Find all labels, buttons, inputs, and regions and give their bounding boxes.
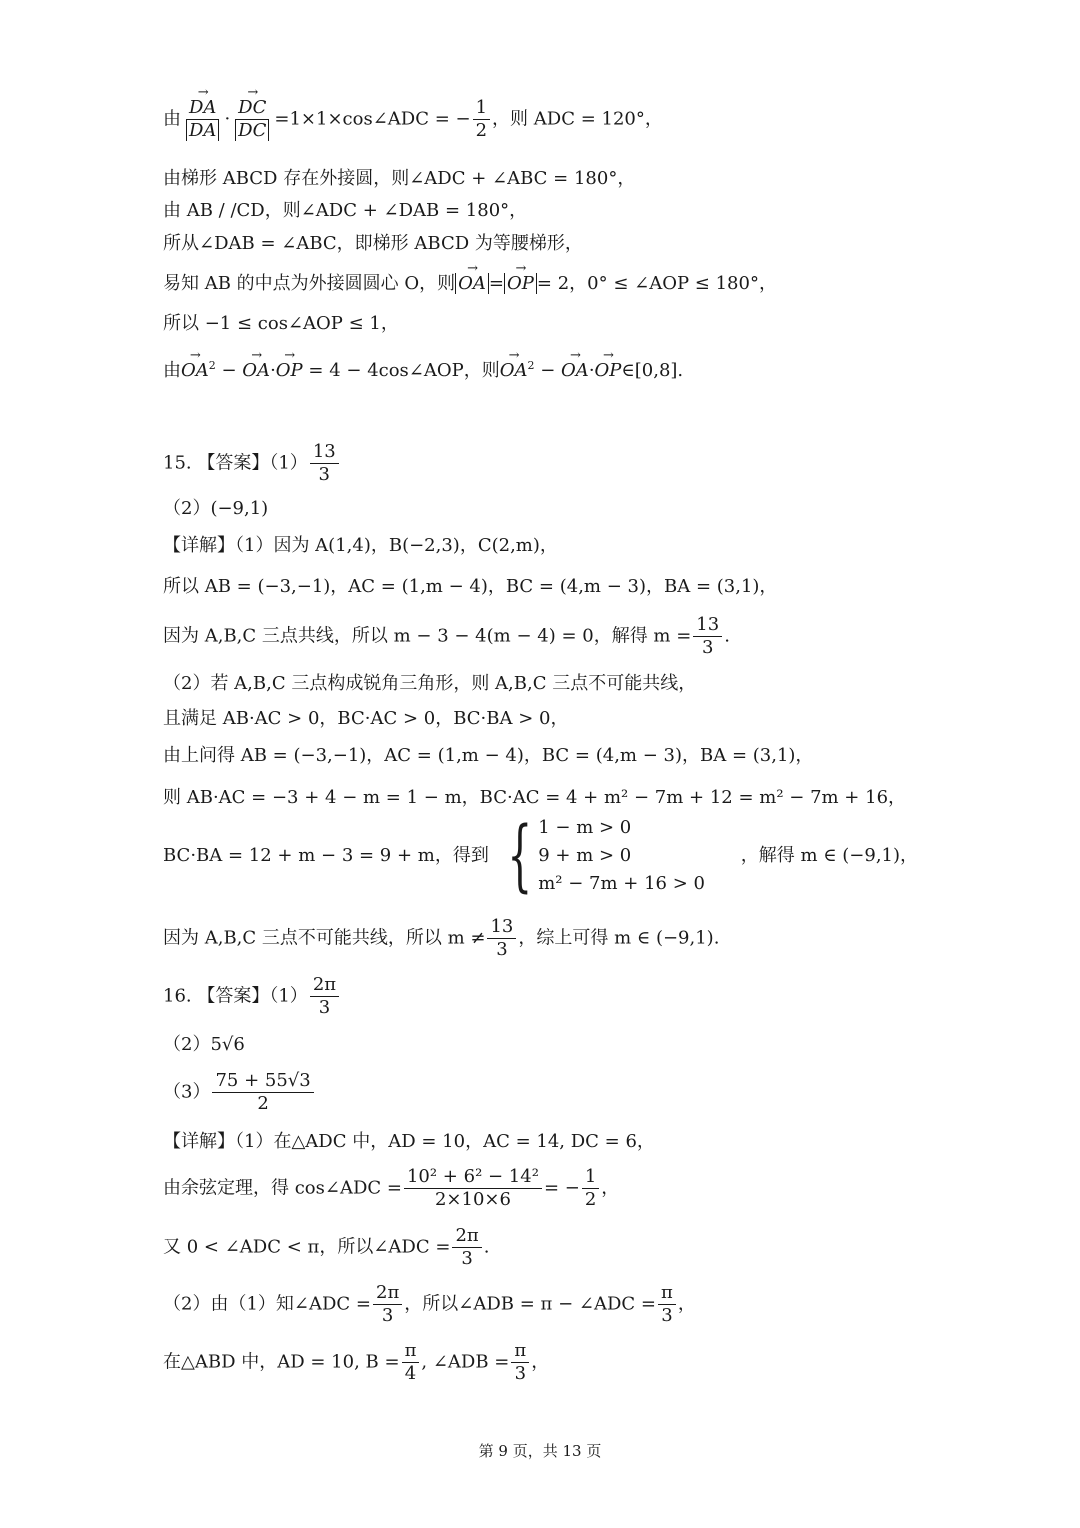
q15-detail-4: （2）若 A,B,C 三点构成锐角三角形，则 A,B,C 三点不可能共线， <box>163 673 697 694</box>
line-7: 由→ $OA^2$ − → OA·→ OP = 4 − 4cos∠AOP，则→ $OA^2$ − → OA·→ OP∈[0,8]. <box>163 354 683 383</box>
line-6: 所以 −1 ≤ cos∠AOP ≤ 1， <box>163 313 399 334</box>
fraction-da: → $\frac{DA}{DA}$ <box>183 97 222 142</box>
q16-detail-4: （2）由（1）知∠ADC = $\frac{2\pi}{3}$ ，所以∠ADB = π − ∠ADC = $\frac{\pi}{3}$ ， <box>163 1282 696 1326</box>
line-2: 由梯形 ABCD 存在外接圆，则∠ADC + ∠ABC = 180°， <box>163 168 636 189</box>
line-3: 由 AB / /CD，则∠ADC + ∠DAB = 180°， <box>163 200 528 221</box>
page-footer: 第 9 页，共 13 页 <box>478 1442 602 1460</box>
q15-detail-8: BC·BA = 12 + m − 3 = 9 + m，得到 { 1 − m > 0 9 + m > 0 m² − 7m + 16 > 0 ，解得 m ∈ (−9,1)， <box>163 811 919 901</box>
q15-detail-5: 且满足 AB·AC > 0，BC·AC > 0，BC·BA > 0， <box>163 708 569 729</box>
q16-answer-2: （2）5√6 <box>163 1034 245 1055</box>
q16-detail-5: 在△ABD 中，AD = 10, B = $\frac{\pi}{4}$ , ∠ADB = $\frac{\pi}{3}$ ， <box>163 1340 550 1384</box>
q16-answer-3: （3） $\frac{75 + 55√3}{2}$ <box>163 1070 316 1115</box>
q16-detail-2: 由余弦定理，得 cos∠ADC = $\frac{\text{10² + 6² − 14²}}{2\times 10\times 6}$ = − $\frac{1}{2}$ ， <box>163 1166 620 1210</box>
fraction-half: $\frac{1}{2}$ <box>473 97 490 142</box>
q16-detail-3: 又 0 < ∠ADC < π，所以∠ADC = $\frac{2\pi}{3}$ . <box>163 1225 490 1269</box>
q15-detail-7: 则 AB·AC = −3 + 4 − m = 1 − m，BC·AC = 4 + m² − 7m + 12 = m² − 7m + 16， <box>163 787 907 808</box>
inequality-system: { 1 − m > 0 9 + m > 0 m² − 7m + 16 > 0 <box>507 811 705 901</box>
q15-detail-1: 【详解】（1）因为 A(1,4)，B(−2,3)，C(2,m)， <box>163 535 558 556</box>
q15-detail-6: 由上问得 AB = (−3,−1)，AC = (1,m − 4)，BC = (4,m − 3)，BA = (3,1)， <box>163 745 814 766</box>
q16-detail-1: 【详解】（1）在△ADC 中，AD = 10，AC = 14, DC = 6， <box>163 1131 655 1152</box>
fraction-dc: → $\frac{DC}{DC}$ <box>232 97 272 142</box>
q15-detail-9: 因为 A,B,C 三点不可能共线，所以 m ≠ $\frac{13}{3}$ ，综上可得 m ∈ (−9,1). <box>163 916 720 960</box>
line-1: 由 → $\frac{DA}{DA}$ · → $\frac{DC}{DC}$ =1×1×cos∠ADC = − $\frac{1}{2}$ ，则 ADC = 120°， <box>163 97 663 142</box>
q15-detail-2: 所以 AB = (−3,−1)，AC = (1,m − 4)，BC = (4,m − 3)，BA = (3,1)， <box>163 576 778 597</box>
line-5: 易知 AB 的中点为外接圆圆心 O，则→ OA =→ OP = 2，0° ≤ ∠AOP ≤ 180°， <box>163 272 777 296</box>
line-4: 所从∠DAB = ∠ABC，即梯形 ABCD 为等腰梯形， <box>163 233 583 254</box>
q15-detail-3: 因为 A,B,C 三点共线，所以 m − 3 − 4(m − 4) = 0，解得 m = $\frac{13}{3}$ . <box>163 614 730 658</box>
q16-answer: 16. 【答案】（1） $\frac{2\pi}{3}$ <box>163 974 341 1019</box>
q15-answer: 15. 【答案】（1） $\frac{13}{3}$ <box>163 441 341 486</box>
q15-answer-2: （2）(−9,1) <box>163 498 269 519</box>
